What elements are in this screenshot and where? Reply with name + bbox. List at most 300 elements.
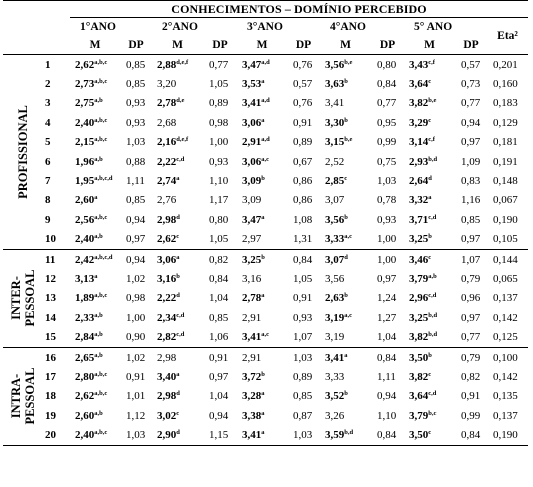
mean-cell <box>237 289 287 308</box>
mean-cell <box>152 74 203 93</box>
sd-cell: 0,97 <box>461 311 481 324</box>
sd-cell: 1,07 <box>293 331 313 344</box>
significance-letters: b,d <box>428 155 438 163</box>
significance-letters: d <box>344 253 348 261</box>
mean-cell <box>320 289 371 308</box>
significance-letters: a <box>261 429 265 437</box>
sd-cell: 0,95 <box>377 116 397 129</box>
mean-cell <box>237 406 287 425</box>
significance-letters: a,b,c <box>94 213 108 221</box>
sd-cell: 0,94 <box>461 116 481 129</box>
mean-value: 3,06 <box>157 253 177 266</box>
sd-cell: 0,77 <box>461 97 481 110</box>
sd-cell: 0,87 <box>293 409 313 422</box>
sd-cell: 0,91 <box>293 292 313 305</box>
sd-cell: 1,00 <box>126 311 146 324</box>
group-cell <box>3 55 43 250</box>
mean-value: 2,82 <box>157 331 177 344</box>
mean-value: 3,41 <box>325 97 345 110</box>
mean-value: 3,14 <box>409 136 429 149</box>
sd-cell: 1,03 <box>377 175 397 188</box>
mean-value: 3,82 <box>409 370 429 383</box>
mean-value: 2,93 <box>409 155 429 168</box>
sd-cell: 1,04 <box>209 390 229 403</box>
mean-value: 2,65 <box>75 351 95 364</box>
mean-cell <box>320 152 371 171</box>
sd-cell: 1,10 <box>377 409 397 422</box>
mean-cell <box>320 406 371 425</box>
group-cell <box>3 347 43 445</box>
significance-letters: a <box>261 409 265 417</box>
significance-letters: d <box>176 213 180 221</box>
sd-cell: 0,99 <box>377 136 397 149</box>
sd-cell: 1,06 <box>209 331 229 344</box>
item-number: 1 <box>45 58 51 71</box>
significance-letters: a <box>94 272 98 280</box>
eta-cell: 0,190 <box>493 213 518 226</box>
mean-cell <box>404 133 455 152</box>
mean-value: 3,41 <box>325 351 345 364</box>
mean-value: 3,50 <box>409 351 429 364</box>
mean-cell <box>320 191 371 210</box>
sd-cell: 1,03 <box>287 347 320 367</box>
significance-letters: a,b <box>94 331 103 339</box>
mean-value: 3,52 <box>325 390 345 403</box>
mean-cell <box>152 152 203 171</box>
sd-cell: 1,12 <box>126 409 146 422</box>
mean-cell <box>70 113 120 132</box>
significance-letters: d,e <box>176 97 185 105</box>
sd-cell: 1,01 <box>126 390 146 403</box>
mean-header: M <box>320 35 371 55</box>
mean-cell <box>237 74 287 93</box>
year-label: 3°ANO <box>247 20 283 33</box>
sd-cell: 0,94 <box>126 213 146 226</box>
mean-value: 2,98 <box>157 213 177 226</box>
mean-cell <box>70 327 120 347</box>
sd-cell: 1,05 <box>209 78 229 91</box>
significance-letters: b,d <box>344 429 354 437</box>
sd-cell: 1,17 <box>209 194 229 207</box>
table-row <box>3 327 528 347</box>
eta-cell: 0,137 <box>493 292 518 305</box>
mean-value: 2,15 <box>75 136 95 149</box>
table-row <box>3 133 528 152</box>
mean-value: 3,53 <box>242 78 262 91</box>
mean-cell <box>70 249 120 269</box>
significance-letters: a <box>94 194 98 202</box>
sd-cell: 0,80 <box>377 58 397 71</box>
sd-cell: 1,02 <box>120 347 152 367</box>
sd-cell: 1,10 <box>209 175 229 188</box>
mean-cell <box>152 191 203 210</box>
item-number: 19 <box>45 409 56 422</box>
mean-value: 2,64 <box>409 175 429 188</box>
mean-value: 2,22 <box>157 155 177 168</box>
significance-letters: a <box>261 213 265 221</box>
mean-cell <box>152 308 203 327</box>
mean-value: 2,33 <box>75 311 95 324</box>
item-number: 15 <box>45 331 56 344</box>
mean-value: 3,47 <box>242 213 262 226</box>
sd-cell: 0,67 <box>293 155 313 168</box>
significance-letters: a,b,c <box>94 136 108 144</box>
mean-value: 2,73 <box>75 78 95 91</box>
significance-letters: a,b,c,d <box>94 175 113 183</box>
sd-cell: 0,94 <box>120 249 152 269</box>
sd-cell: 0,77 <box>377 97 397 110</box>
eta-cell: 0,183 <box>493 97 518 110</box>
sd-cell: 0,97 <box>461 233 481 246</box>
mean-cell <box>152 367 203 386</box>
sd-cell: 0,90 <box>126 331 146 344</box>
mean-cell <box>404 94 455 113</box>
group-label: INTER- PESSOAL <box>9 269 37 327</box>
sd-cell: 1,08 <box>293 213 313 226</box>
sd-cell: 0,77 <box>461 331 481 344</box>
mean-cell <box>70 152 120 171</box>
sd-cell: 0,85 <box>209 311 229 324</box>
sd-cell: 0,94 <box>209 409 229 422</box>
significance-letters: a,b <box>94 409 103 417</box>
eta-cell: 0,137 <box>493 409 518 422</box>
sd-cell: 0,73 <box>461 78 481 91</box>
mean-cell <box>70 74 120 93</box>
mean-cell <box>320 210 371 229</box>
mean-value: 3,82 <box>409 331 429 344</box>
significance-letters: a <box>176 175 180 183</box>
mean-value: 2,91 <box>242 136 262 149</box>
mean-cell <box>404 191 455 210</box>
table-row <box>3 94 528 113</box>
perceived-knowledge-table <box>3 0 528 446</box>
item-number: 20 <box>43 425 70 445</box>
mean-value: 3,15 <box>325 136 345 149</box>
mean-value: 2,60 <box>75 409 95 422</box>
mean-cell <box>152 289 203 308</box>
mean-cell <box>404 113 455 132</box>
significance-letters: b <box>344 213 348 221</box>
table-row <box>3 171 528 190</box>
significance-letters: a,b <box>94 233 103 241</box>
significance-letters: d <box>176 292 180 300</box>
significance-letters: a,b,c,d <box>94 253 113 261</box>
mean-value: 2,88 <box>157 58 177 71</box>
mean-value: 3,07 <box>325 253 345 266</box>
mean-value: 2,62 <box>75 390 95 403</box>
sd-cell: 0,77 <box>209 58 229 71</box>
mean-cell <box>70 230 120 250</box>
mean-cell <box>404 425 455 445</box>
mean-value: 2,63 <box>325 292 345 305</box>
sd-cell: 0,93 <box>126 116 146 129</box>
significance-letters: c,f <box>428 136 435 144</box>
sd-cell: 1,07 <box>455 249 487 269</box>
sd-cell: 1,02 <box>126 272 146 285</box>
significance-letters: c,d <box>176 155 185 163</box>
mean-value: 2,80 <box>75 370 95 383</box>
mean-cell <box>70 387 120 406</box>
mean-cell <box>70 367 120 386</box>
year-label: 4°ANO <box>330 20 366 33</box>
table-title: CONHECIMENTOS – DOMÍNIO PERCEBIDO <box>70 1 528 18</box>
mean-value: 3,41 <box>242 429 262 442</box>
mean-cell <box>404 289 455 308</box>
significance-letters: a,d <box>261 136 270 144</box>
significance-letters: c <box>428 78 432 86</box>
sd-cell: 0,76 <box>293 58 313 71</box>
significance-letters: b <box>428 351 432 359</box>
mean-cell <box>320 308 371 327</box>
sd-cell: 1,00 <box>371 249 404 269</box>
mean-cell <box>152 327 203 347</box>
significance-letters: d <box>428 175 432 183</box>
mean-value: 2,42 <box>75 253 95 266</box>
sd-cell: 0,93 <box>126 97 146 110</box>
sd-cell: 1,00 <box>209 136 229 149</box>
mean-value: 2,40 <box>75 429 95 442</box>
eta-cell: 0,191 <box>493 155 518 168</box>
sd-header: DP <box>287 35 320 55</box>
mean-value: 3,32 <box>409 194 429 207</box>
eta-cell: 0,065 <box>493 272 518 285</box>
sd-cell: 0,84 <box>371 347 404 367</box>
sd-cell: 0,91 <box>293 116 313 129</box>
significance-letters: b <box>176 272 180 280</box>
mean-value: 2,98 <box>157 351 177 364</box>
sd-cell: 0,84 <box>377 78 397 91</box>
sd-cell: 0,96 <box>461 292 481 305</box>
sd-cell: 0,85 <box>293 390 313 403</box>
significance-letters: c,f <box>428 58 435 66</box>
mean-cell <box>237 133 287 152</box>
significance-letters: a,d <box>261 97 270 105</box>
mean-cell <box>404 387 455 406</box>
significance-letters: b <box>344 116 348 124</box>
sd-cell: 0,85 <box>126 194 146 207</box>
group-label: PROFISSIONAL <box>16 105 30 199</box>
significance-letters: b <box>428 233 432 241</box>
sd-cell: 0,83 <box>461 175 481 188</box>
table-row <box>3 249 528 269</box>
table-row <box>3 387 528 406</box>
mean-value: 2,52 <box>325 155 345 168</box>
sd-cell: 0,98 <box>209 116 229 129</box>
sd-cell: 1,11 <box>377 370 396 383</box>
significance-letters: a,b <box>94 155 103 163</box>
sd-cell: 0,84 <box>287 249 320 269</box>
mean-value: 3,20 <box>157 78 177 91</box>
eta-cell: 0,144 <box>487 249 528 269</box>
mean-value: 2,84 <box>75 331 95 344</box>
mean-cell <box>320 387 371 406</box>
mean-cell <box>404 347 455 367</box>
sd-cell: 1,04 <box>209 292 229 305</box>
eta-cell: 0,100 <box>487 347 528 367</box>
eta-cell: 0,142 <box>493 370 518 383</box>
mean-cell <box>320 249 371 269</box>
significance-letters: a,b,c <box>94 78 108 86</box>
significance-letters: c <box>428 429 432 437</box>
year-header <box>237 18 320 36</box>
mean-value: 3,46 <box>409 253 429 266</box>
mean-cell <box>152 210 203 229</box>
mean-value: 3,09 <box>242 194 262 207</box>
mean-cell <box>152 425 203 445</box>
mean-value: 2,97 <box>242 233 262 246</box>
sd-cell: 0,85 <box>126 58 146 71</box>
sd-cell: 0,57 <box>461 58 481 71</box>
mean-cell <box>320 347 371 367</box>
mean-cell <box>152 171 203 190</box>
mean-cell <box>70 191 120 210</box>
mean-cell <box>320 74 371 93</box>
eta-cell: 0,125 <box>493 331 518 344</box>
mean-cell <box>404 249 455 269</box>
eta-cell: 0,129 <box>493 116 518 129</box>
mean-cell <box>70 269 120 288</box>
item-number: 6 <box>45 155 51 168</box>
significance-letters: b,d <box>428 311 438 319</box>
mean-value: 3,47 <box>242 58 262 71</box>
significance-letters: a,b <box>94 351 103 359</box>
sd-cell: 0,99 <box>461 409 481 422</box>
mean-cell <box>70 406 120 425</box>
mean-cell <box>70 347 120 367</box>
significance-letters: c <box>176 409 180 417</box>
sd-cell: 0,91 <box>461 390 481 403</box>
mean-value: 2,90 <box>157 429 177 442</box>
significance-letters: c <box>428 253 432 261</box>
eta-cell: 0,067 <box>493 194 518 207</box>
eta-cell: 0,160 <box>493 78 518 91</box>
item-number: 2 <box>45 78 51 91</box>
eta-header <box>487 18 528 55</box>
sd-cell: 0,94 <box>377 390 397 403</box>
mean-value: 3,16 <box>242 272 262 285</box>
significance-letters: d <box>176 390 180 398</box>
mean-value: 3,16 <box>157 272 177 285</box>
sd-cell: 0,89 <box>293 370 313 383</box>
significance-letters: a <box>428 194 432 202</box>
mean-value: 3,19 <box>325 311 345 324</box>
group-cell <box>3 249 43 347</box>
table-body <box>3 55 528 446</box>
table-row <box>3 74 528 93</box>
significance-letters: a,b <box>94 97 103 105</box>
significance-letters: d <box>176 429 180 437</box>
sd-cell: 0,57 <box>293 78 313 91</box>
mean-value: 2,75 <box>75 97 95 110</box>
sd-cell: 1,15 <box>203 425 237 445</box>
mean-value: 3,38 <box>242 409 262 422</box>
eta-cell: 0,105 <box>493 233 518 246</box>
mean-cell <box>70 94 120 113</box>
year-label: 5° ANO <box>414 20 453 33</box>
mean-value: 3,09 <box>242 175 262 188</box>
table-row <box>3 347 528 367</box>
mean-cell <box>404 308 455 327</box>
mean-value: 3,07 <box>325 194 345 207</box>
mean-cell <box>237 308 287 327</box>
table-row <box>3 230 528 250</box>
sd-cell: 1,05 <box>209 233 229 246</box>
mean-cell <box>152 249 203 269</box>
item-number: 12 <box>45 272 56 285</box>
significance-letters: a,c <box>261 331 270 339</box>
item-number: 17 <box>45 370 56 383</box>
sd-cell: 0,79 <box>461 272 481 285</box>
mean-cell <box>152 113 203 132</box>
mean-value: 3,19 <box>325 331 345 344</box>
mean-cell <box>404 152 455 171</box>
sd-header: DP <box>203 35 237 55</box>
mean-value: 2,62 <box>75 58 95 71</box>
significance-letters: c,d <box>176 331 185 339</box>
mean-cell <box>70 171 120 190</box>
mean-cell <box>404 269 455 288</box>
mean-cell <box>404 367 455 386</box>
mean-value: 2,40 <box>75 233 95 246</box>
sd-cell: 0,89 <box>293 136 313 149</box>
year-header <box>70 18 152 36</box>
significance-letters: b,c <box>428 409 437 417</box>
mean-cell <box>237 367 287 386</box>
table-row <box>3 367 528 386</box>
mean-value: 3,25 <box>409 233 429 246</box>
significance-letters: c <box>428 116 432 124</box>
sd-cell: 1,24 <box>377 292 397 305</box>
table-row <box>3 406 528 425</box>
mean-value: 1,96 <box>75 155 95 168</box>
table-row <box>3 289 528 308</box>
year-header <box>320 18 404 36</box>
mean-value: 3,79 <box>409 272 429 285</box>
significance-letters: a <box>344 351 348 359</box>
mean-cell <box>70 210 120 229</box>
sd-cell: 0,85 <box>461 213 481 226</box>
mean-cell <box>404 327 455 347</box>
significance-letters: a,c <box>344 233 353 241</box>
significance-letters: b,e <box>428 97 437 105</box>
item-number: 10 <box>45 233 56 246</box>
mean-cell <box>320 425 371 445</box>
sd-cell: 0,79 <box>455 347 487 367</box>
mean-value: 3,43 <box>409 58 429 71</box>
mean-cell <box>404 74 455 93</box>
significance-letters: b <box>344 78 348 86</box>
significance-letters: a,c <box>344 311 353 319</box>
sd-header: DP <box>455 35 487 55</box>
significance-letters: a,b,c <box>94 116 108 124</box>
item-number: 7 <box>45 175 51 188</box>
mean-value: 2,78 <box>242 292 262 305</box>
mean-header: M <box>152 35 203 55</box>
mean-value: 3,25 <box>409 311 429 324</box>
mean-cell <box>237 230 287 250</box>
significance-letters: c,d <box>428 292 437 300</box>
year-label: 1°ANO <box>80 20 116 33</box>
significance-letters: a <box>261 116 265 124</box>
mean-value: 3,72 <box>242 370 262 383</box>
sd-cell: 0,98 <box>126 292 146 305</box>
sd-cell: 0,91 <box>203 347 237 367</box>
eta-cell: 0,201 <box>493 58 518 71</box>
mean-value: 2,40 <box>75 116 95 129</box>
table-row <box>3 152 528 171</box>
table-row <box>3 425 528 445</box>
mean-cell <box>70 308 120 327</box>
